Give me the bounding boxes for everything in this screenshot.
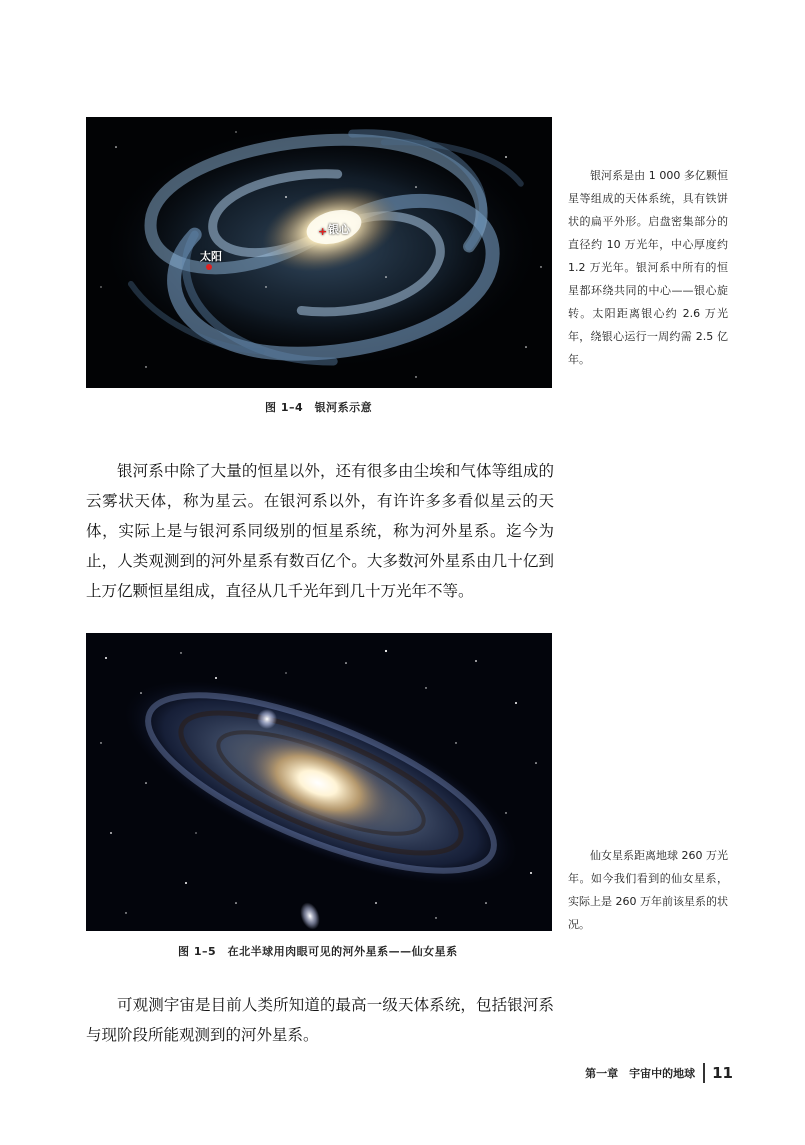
footer-divider [703, 1063, 705, 1083]
body-paragraph: 银河系中除了大量的恒星以外，还有很多由尘埃和气体等组成的云雾状天体，称为星云。在银河系以外，有许许多多看似星云的天体，实际上是与银河系同级别的恒星系统，称为河外星系。迄今为止，人类观测到的河外星系有数百亿个。大多数河外星系由几十亿到上万亿颗恒星组成，直径从几千光年到几十万光年不等。 [86, 462, 554, 600]
side-note: 银河系是由 1 000 多亿颗恒星等组成的天体系统，具有铁饼状的扁平外形。启盘密集部分的直径约 10 万光年，中心厚度约 1.2 万光年。银河系中所有的恒星都环绕共同的中心——银心旋转。太阳距离银心约 2.6 万光年，绕银心运行一周约需 2.5 亿年。 [568, 169, 728, 366]
side-note: 仙女星系距离地球 260 万光年。如今我们看到的仙女星系，实际上是 260 万年前该星系的状况。 [568, 849, 728, 931]
galactic-center-label: 银心 [328, 223, 350, 236]
milky-way-graphic [86, 117, 552, 388]
andromeda-galaxy-photo [86, 633, 552, 931]
sun-label: 太阳 [200, 250, 222, 263]
figure-caption: 图 1–4 银河系示意 [265, 401, 373, 414]
chapter-title: 第一章 宇宙中的地球 [585, 1067, 696, 1080]
galactic-center-marker: + [318, 225, 328, 238]
page-footer [585, 1062, 733, 1084]
figure-caption: 图 1–5 在北半球用肉眼可见的河外星系——仙女星系 [178, 945, 458, 958]
andromeda-graphic [86, 633, 552, 931]
body-paragraph: 可观测宇宙是目前人类所知道的最高一级天体系统，包括银河系与现阶段所能观测到的河外星系。 [86, 996, 554, 1044]
milky-way-illustration [86, 117, 552, 388]
sun-marker [206, 264, 212, 270]
page-number: 11 [712, 1064, 733, 1082]
